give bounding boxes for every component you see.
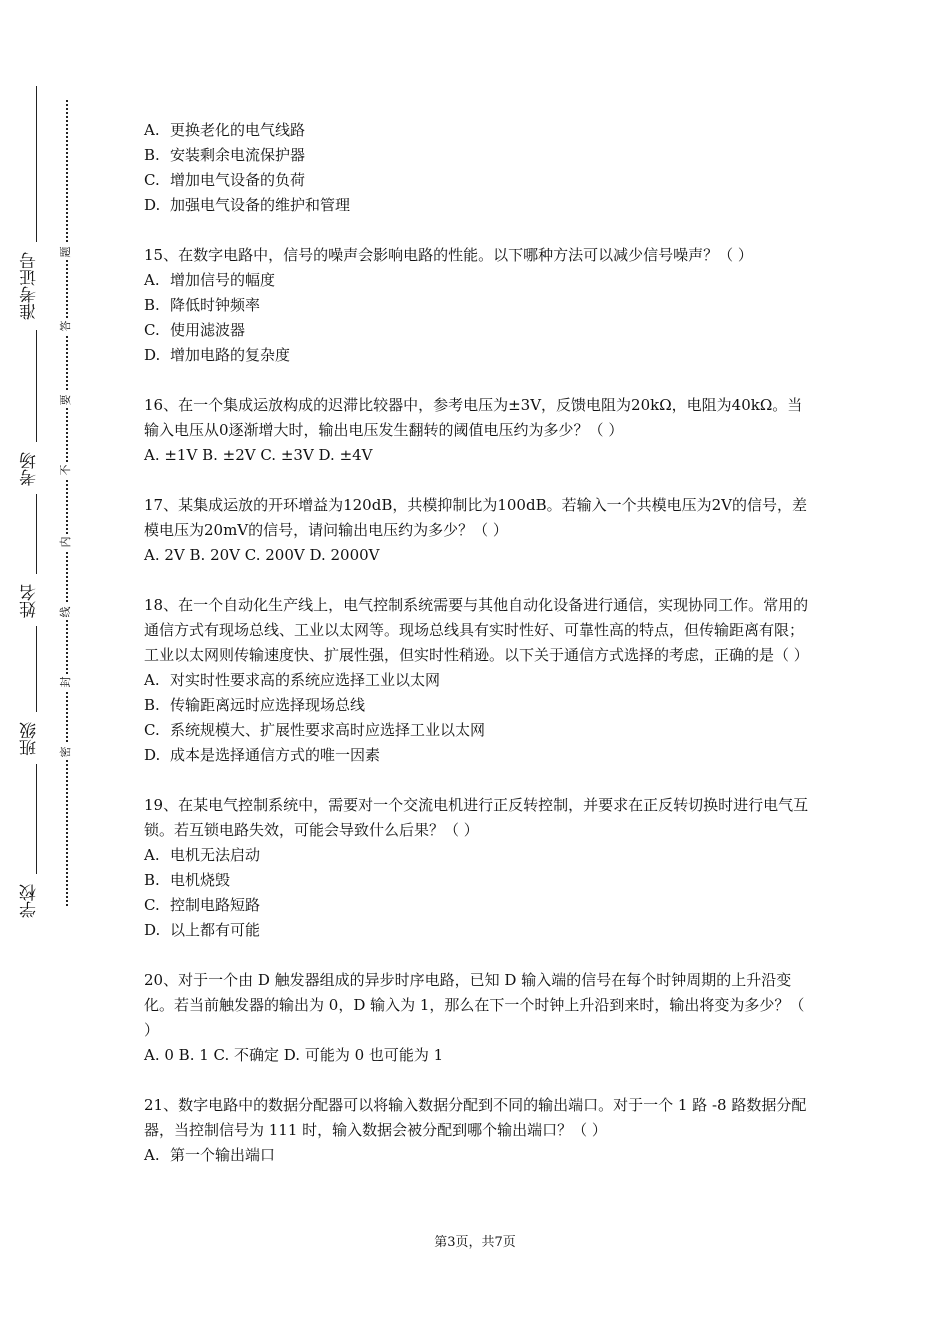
inline-options: A. 2V B. 20V C. 200V D. 2000V [144, 546, 380, 564]
option-a: A. 更换老化的电气线路 [144, 121, 306, 139]
question-stem: 15、在数字电路中，信号的噪声会影响电路的性能。以下哪种方法可以减少信号噪声？（ ） [144, 246, 753, 264]
option-b: B. 降低时钟频率 [144, 296, 261, 314]
question-stem: 18、在一个自动化生产线上，电气控制系统需要与其他自动化设备进行通信，实现协同工作。常用的通信方式有现场总线、工业以太网等。现场总线具有实时性好、可靠性高的特点，但传输距离有限；工业以太网则传输速度快、扩展性强，但实时性稍逊。以下关于通信方式选择的考虑，正确的是（ ） [144, 596, 809, 664]
question-list [144, 118, 812, 1193]
option-d: D. 增加电路的复杂度 [144, 346, 291, 364]
seal-char: 题 [58, 244, 74, 260]
option-a: A. 电机无法启动 [144, 846, 261, 864]
option-a: A. 增加信号的幅度 [144, 271, 276, 289]
inline-options: A. ±1V B. ±2V C. ±3V D. ±4V [144, 446, 373, 464]
option-d: D. 成本是选择通信方式的唯一因素 [144, 746, 381, 764]
option-b: B. 安装剩余电流保护器 [144, 146, 306, 164]
field-line-exam-room [36, 494, 37, 574]
field-line-name [36, 626, 37, 712]
option-c: C. 使用滤波器 [144, 321, 246, 339]
seal-char: 不 [58, 462, 74, 478]
question-14-continued [144, 118, 812, 218]
question-21 [144, 1093, 812, 1168]
seal-char: 要 [58, 392, 74, 408]
question-stem: 21、数字电路中的数据分配器可以将输入数据分配到不同的输出端口。对于一个 1 路 -8 路数据分配器，当控制信号为 111 时，输入数据会被分配到哪个输出端口？（ ） [144, 1096, 807, 1139]
question-18 [144, 593, 812, 768]
field-line-exam-id [36, 330, 37, 442]
seal-char: 密 [58, 744, 74, 760]
option-d: D. 以上都有可能 [144, 921, 261, 939]
question-stem: 19、在某电气控制系统中，需要对一个交流电机进行正反转控制，并要求在正反转切换时进行电气互锁。若互锁电路失效，可能会导致什么后果？（ ） [144, 796, 809, 839]
question-19 [144, 793, 812, 943]
field-line-class [36, 764, 37, 874]
seal-char: 内 [58, 534, 74, 550]
field-line-top [36, 86, 37, 242]
field-label-class: 班级 [20, 722, 40, 756]
field-label-name: 姓名 [20, 584, 40, 618]
question-16 [144, 393, 812, 468]
question-20 [144, 968, 812, 1068]
option-c: C. 增加电气设备的负荷 [144, 171, 306, 189]
page-footer: 第3页，共7页 [434, 1235, 516, 1250]
option-c: C. 控制电路短路 [144, 896, 261, 914]
question-15 [144, 243, 812, 368]
seal-char: 封 [58, 674, 74, 690]
question-17 [144, 493, 812, 568]
option-b: B. 电机烧毁 [144, 871, 231, 889]
inline-options: A. 0 B. 1 C. 不确定 D. 可能为 0 也可能为 1 [144, 1046, 444, 1064]
field-label-exam-room: 考场 [20, 452, 40, 486]
option-a: A. 第一个输出端口 [144, 1146, 276, 1164]
question-stem: 16、在一个集成运放构成的迟滞比较器中，参考电压为±3V，反馈电阻为20kΩ，电阻为40kΩ。当输入电压从0逐渐增大时，输出电压发生翻转的阈值电压约为多少？（ ） [144, 396, 803, 439]
question-stem: 20、对于一个由 D 触发器组成的异步时序电路，已知 D 输入端的信号在每个时钟周期的上升沿变化。若当前触发器的输出为 0，D 输入为 1，那么在下一个时钟上升沿到来时，输出将变为多少？（ ） [144, 971, 805, 1039]
option-b: B. 传输距离远时应选择现场总线 [144, 696, 366, 714]
question-stem: 17、某集成运放的开环增益为120dB，共模抑制比为100dB。若输入一个共模电压为2V的信号，差模电压为20mV的信号，请问输出电压约为多少？（ ） [144, 496, 807, 539]
option-d: D. 加强电气设备的维护和管理 [144, 196, 351, 214]
field-label-school: 学校 [20, 884, 40, 918]
option-a: A. 对实时性要求高的系统应选择工业以太网 [144, 671, 441, 689]
seal-char: 线 [58, 604, 74, 620]
field-label-exam-id: 准考证号 [20, 252, 40, 320]
option-c: C. 系统规模大、扩展性要求高时应选择工业以太网 [144, 721, 486, 739]
seal-char: 答 [58, 318, 74, 334]
seal-dotted-line [66, 100, 68, 906]
